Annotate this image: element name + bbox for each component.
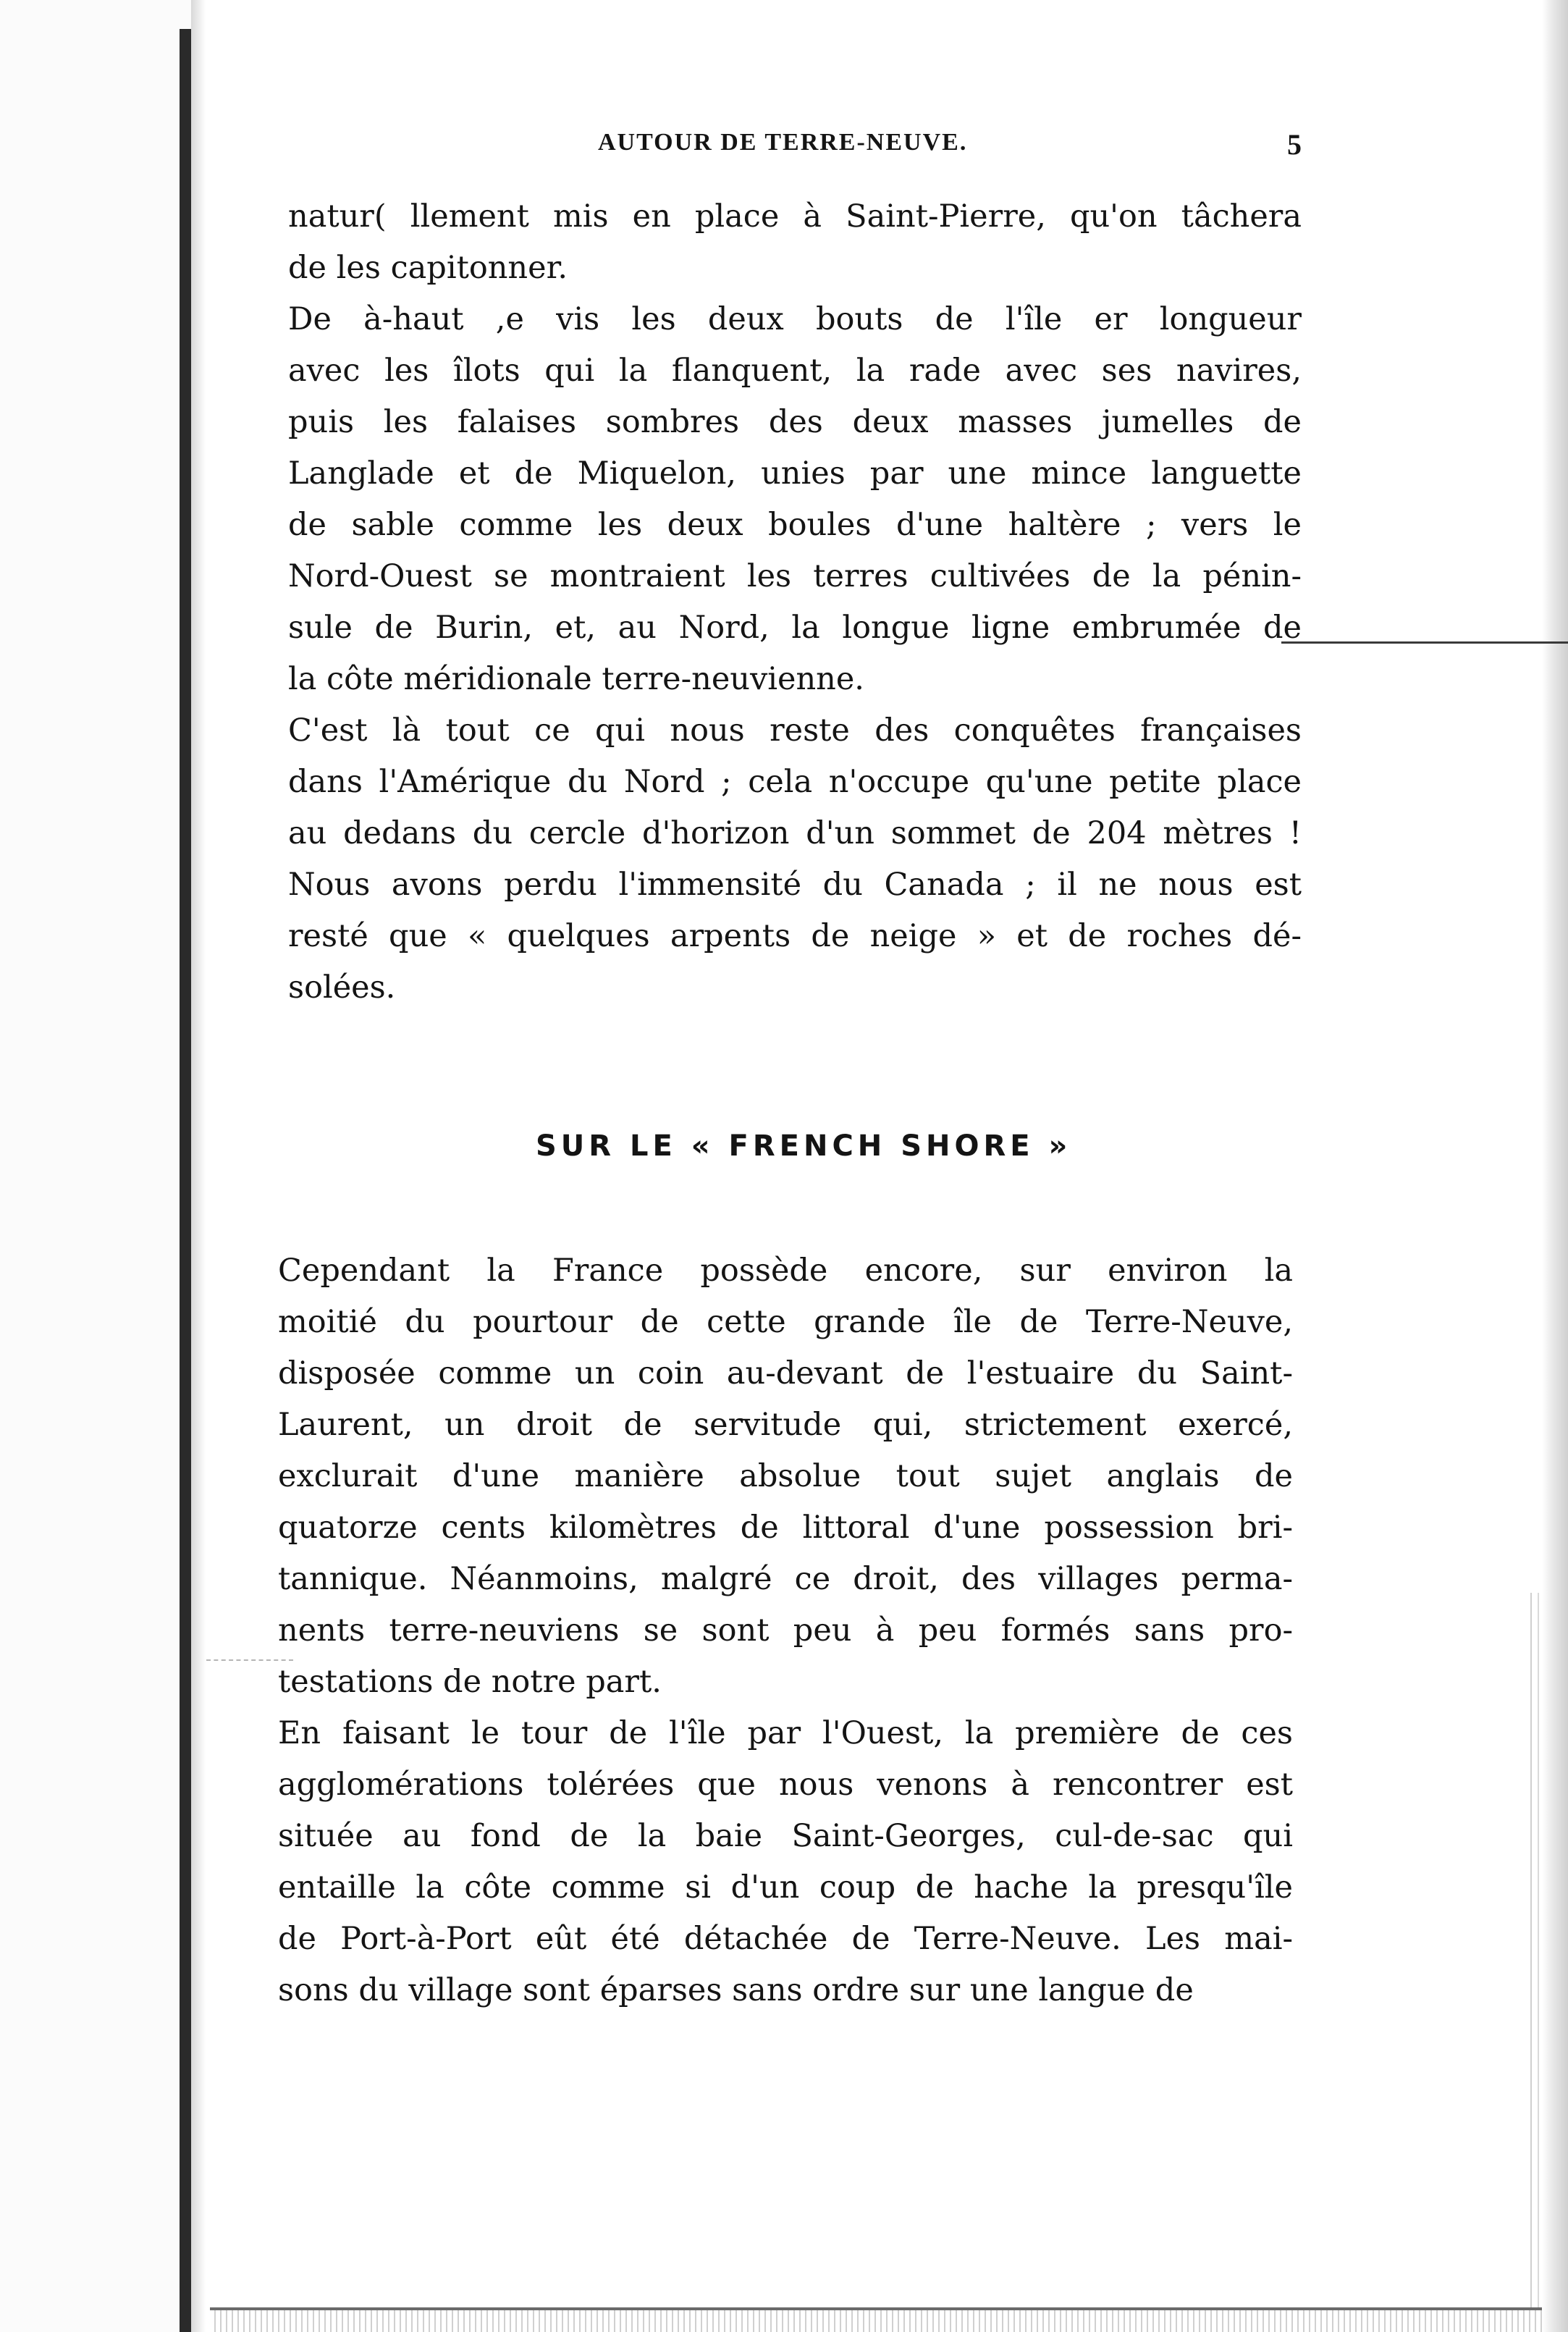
- text-line: dans l'Amérique du Nord ; cela n'occupe qu'une petite place: [288, 764, 1302, 800]
- text-line: testations de notre part.: [278, 1664, 662, 1700]
- page-stack-edges: [1530, 1593, 1539, 2317]
- gutter-shadow: [191, 0, 206, 2332]
- text-line: natur( llement mis en place à Saint-Pierre, qu'on tâchera: [288, 198, 1302, 235]
- text-line: moitié du pourtour de cette grande île de Terre-Neuve,: [278, 1304, 1293, 1340]
- text-line: disposée comme un coin au-devant de l'estuaire du Saint-: [278, 1355, 1293, 1392]
- text-line: exclurait d'une manière absolue tout sujet anglais de: [278, 1458, 1293, 1494]
- text-line: resté que « quelques arpents de neige » et de roches dé-: [288, 918, 1302, 954]
- text-line: au dedans du cercle d'horizon d'un sommet de 204 mètres !: [288, 815, 1302, 851]
- text-line: sule de Burin, et, au Nord, la longue ligne embrumée de: [288, 610, 1302, 646]
- paragraph: [288, 191, 1302, 294]
- text-line: Laurent, un droit de servitude qui, strictement exercé,: [278, 1407, 1293, 1443]
- paragraph: [288, 705, 1302, 1014]
- text-line: Nord-Ouest se montraient les terres cultivées de la pénin-: [288, 558, 1302, 594]
- facing-page-edge: [0, 0, 194, 2332]
- text-line: la côte méridionale terre-neuvienne.: [288, 661, 864, 697]
- text-line: quatorze cents kilomètres de littoral d'une possession bri-: [278, 1510, 1293, 1546]
- text-line: solées.: [288, 969, 396, 1006]
- text-line: C'est là tout ce qui nous reste des conquêtes françaises: [288, 712, 1302, 749]
- text-line: de Port-à-Port eût été détachée de Terre-Neuve. Les mai-: [278, 1921, 1293, 1957]
- running-title: AUTOUR DE TERRE-NEUVE.: [598, 129, 968, 156]
- text-line: De à-haut ,e vis les deux bouts de l'île er longueur: [288, 301, 1302, 337]
- text-line: puis les falaises sombres des deux masses jumelles de: [288, 404, 1302, 440]
- paragraph: [278, 1245, 1293, 1708]
- section-heading: SUR LE « FRENCH SHORE »: [536, 1129, 1072, 1163]
- scan-fold-line: [1281, 641, 1568, 644]
- text-line: avec les îlots qui la flanquent, la rade avec ses navires,: [288, 353, 1302, 389]
- text-line: de sable comme les deux boules d'une haltère ; vers le: [288, 507, 1302, 543]
- text-line: agglomérations tolérées que nous venons à rencontrer est: [278, 1767, 1293, 1803]
- text-line: tannique. Néanmoins, malgré ce droit, des villages perma-: [278, 1561, 1293, 1597]
- text-line: située au fond de la baie Saint-Georges, cul-de-sac qui: [278, 1818, 1293, 1854]
- text-line: Cependant la France possède encore, sur environ la: [278, 1253, 1293, 1289]
- body-text-upper: [288, 191, 1302, 1014]
- text-line: En faisant le tour de l'île par l'Ouest, la première de ces: [278, 1715, 1293, 1751]
- text-line: Nous avons perdu l'immensité du Canada ; il ne nous est: [288, 867, 1302, 903]
- text-line: nents terre-neuviens se sont peu à peu formés sans pro-: [278, 1612, 1293, 1649]
- paragraph: [278, 1708, 1293, 2016]
- page-number: 5: [1287, 128, 1302, 161]
- page-edge-bottom: [210, 2307, 1542, 2332]
- text-line: entaille la côte comme si d'un coup de hache la presqu'île: [278, 1869, 1293, 1906]
- text-line: de les capitonner.: [288, 250, 568, 286]
- body-text-lower: [278, 1245, 1293, 2016]
- text-line: Langlade et de Miquelon, unies par une mince languette: [288, 455, 1302, 492]
- page-edge-right: [1542, 0, 1568, 2332]
- book-gutter: [180, 29, 191, 2332]
- text-line: sons du village sont éparses sans ordre sur une langue de: [278, 1972, 1194, 2008]
- paragraph: [288, 294, 1302, 705]
